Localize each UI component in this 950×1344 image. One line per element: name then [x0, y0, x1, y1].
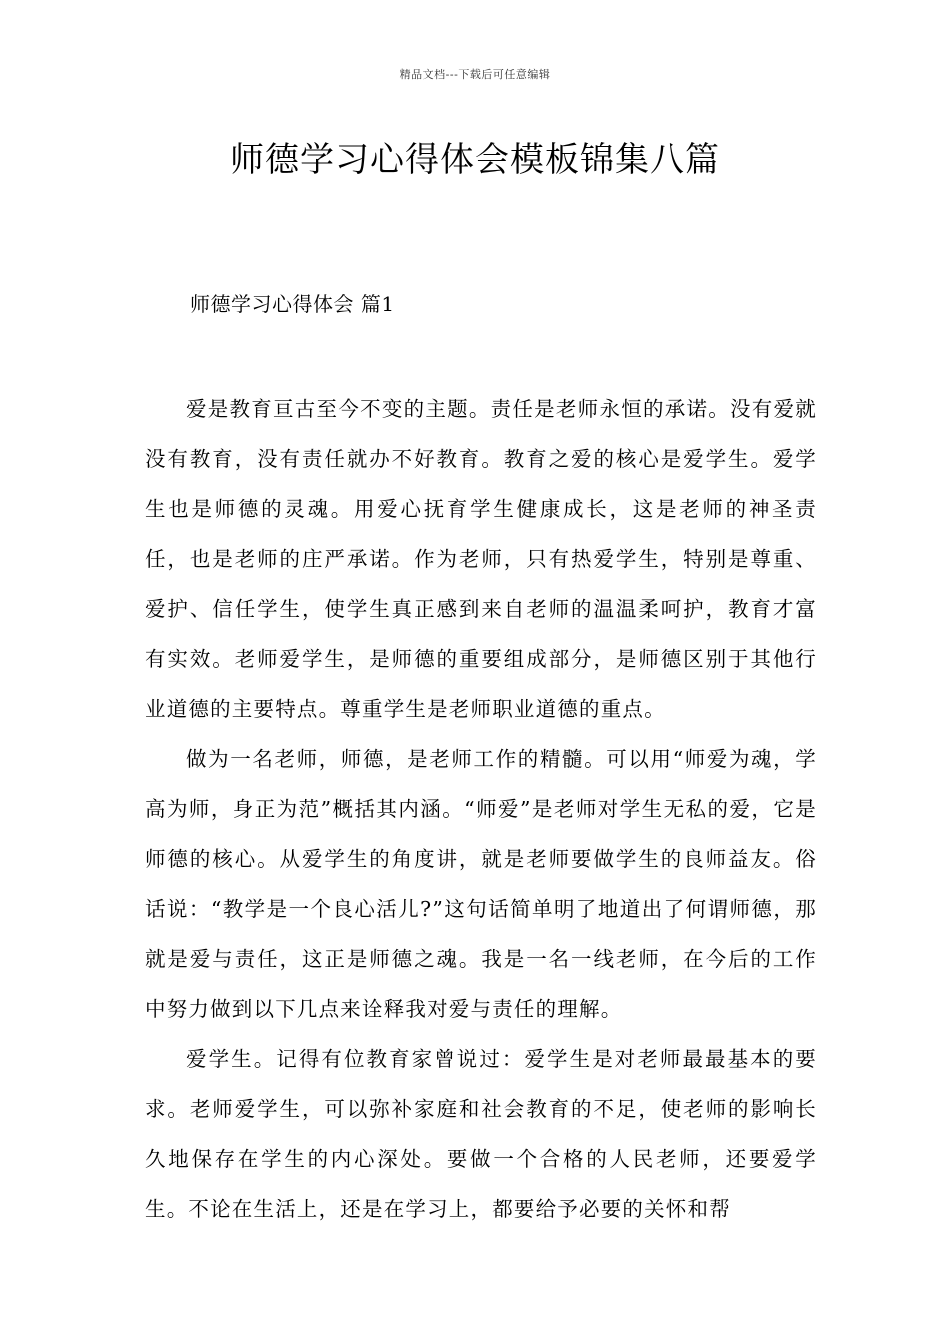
paragraph-3: 爱学生。记得有位教育家曾说过：爱学生是对老师最最基本的要求。老师爱学生，可以弥补家庭和社会教育的不足，使老师的影响长久地保存在学生的内心深处。要做一个合格的人民老师，还要爱学生。不论在生活上，还是在学习上，都要给予必要的关怀和帮 [145, 1047, 817, 1221]
header-note: 精品文档---下载后可任意编辑 [399, 68, 551, 81]
paragraph-2: 做为一名老师，师德，是老师工作的精髓。可以用“师爱为魂，学高为师，身正为范”概括其内涵。“师爱”是老师对学生无私的爱，它是师德的核心。从爱学生的角度讲，就是老师要做学生的良师益友。俗话说：“教学是一个良心活儿?”这句话简单明了地道出了何谓师德，那就是爱与责任，这正是师德之魂。我是一名一线老师，在今后的工作中努力做到以下几点来诠释我对爱与责任的理解。 [145, 747, 817, 1021]
section-heading: 师德学习心得体会 篇1 [190, 292, 395, 316]
document-title: 师德学习心得体会模板锦集八篇 [230, 140, 720, 180]
body-text [145, 384, 817, 1234]
paragraph-1: 爱是教育亘古至今不变的主题。责任是老师永恒的承诺。没有爱就没有教育，没有责任就办不好教育。教育之爱的核心是爱学生。爱学生也是师德的灵魂。用爱心抚育学生健康成长，这是老师的神圣责任，也是老师的庄严承诺。作为老师，只有热爱学生，特别是尊重、爱护、信任学生，使学生真正感到来自老师的温温柔呵护，教育才富有实效。老师爱学生，是师德的重要组成部分，是师德区别于其他行业道德的主要特点。尊重学生是老师职业道德的重点。 [145, 397, 817, 721]
